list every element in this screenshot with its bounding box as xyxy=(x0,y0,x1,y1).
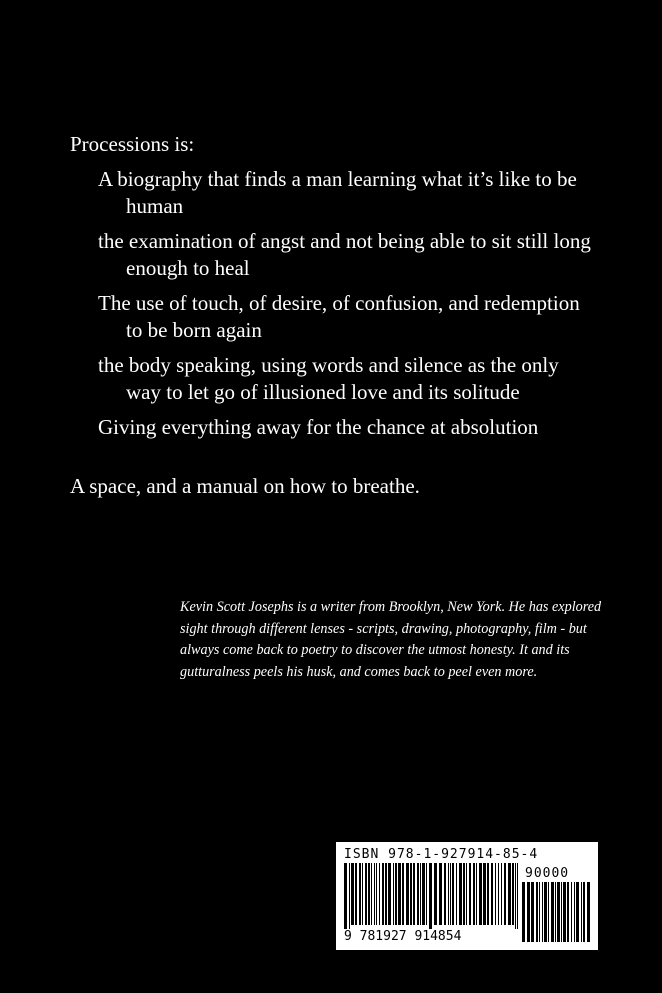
barcode-bar xyxy=(410,863,412,925)
intro-line: Processions is: xyxy=(70,132,195,156)
barcode-bar xyxy=(395,863,397,925)
barcode-bar xyxy=(504,863,506,925)
addon-barcode-bars xyxy=(522,882,590,942)
barcode-bar xyxy=(379,863,380,925)
barcode-bar xyxy=(495,863,496,925)
barcode-bar xyxy=(362,863,363,925)
list-item: Giving everything away for the chance at absolution xyxy=(98,415,539,439)
list-item: The use of touch, of desire, of confusion, and redemption to be born again xyxy=(98,291,580,342)
barcode-bar xyxy=(359,863,361,925)
barcode-bar xyxy=(576,882,579,942)
barcode-bar xyxy=(527,882,530,942)
barcode-bar xyxy=(448,863,449,925)
list-item: A biography that finds a man learning what it’s like to be human xyxy=(98,167,577,218)
isbn-label: ISBN 978-1-927914-85-4 xyxy=(344,847,539,862)
barcode-bar xyxy=(402,863,404,925)
barcode-bar xyxy=(351,863,354,925)
barcode-bar xyxy=(439,863,442,925)
description-list xyxy=(98,166,598,449)
barcode-bar xyxy=(393,863,394,925)
barcode-bar xyxy=(382,863,384,925)
barcode-bar xyxy=(551,882,554,942)
barcode-bar xyxy=(450,863,451,925)
barcode-bar xyxy=(459,863,462,925)
author-bio: Kevin Scott Josephs is a writer from Brooklyn, New York. He has explored sight through different lenses - scripts, drawing, photography, film - but always come back to poetry to discover the utmost honesty. It and its gutturalness peels his husk, and comes back to peel even more. xyxy=(180,599,602,680)
closing-line: A space, and a manual on how to breathe. xyxy=(70,474,420,498)
barcode-bar xyxy=(365,863,367,925)
barcode-bar xyxy=(542,882,543,942)
list-item: the examination of angst and not being able to sit still long enough to heal xyxy=(98,229,591,280)
barcode-bar xyxy=(548,882,549,942)
barcode-bar xyxy=(466,863,467,925)
barcode-bar xyxy=(371,863,372,925)
barcode-bar xyxy=(398,863,401,925)
barcode-bar xyxy=(349,863,350,929)
barcode-bar xyxy=(574,882,575,942)
barcode-bar xyxy=(376,863,377,925)
barcode-bar xyxy=(583,882,585,942)
barcode-bar xyxy=(531,882,534,942)
barcode-bar xyxy=(522,882,525,942)
barcode-bar xyxy=(515,863,516,929)
barcode-bar xyxy=(422,863,425,925)
isbn-barcode xyxy=(336,842,598,950)
barcode-bar xyxy=(417,863,419,925)
barcode-bar xyxy=(498,863,499,925)
barcode-bar xyxy=(544,882,547,942)
price-code: 90000 xyxy=(525,866,570,881)
barcode-bar xyxy=(508,863,511,925)
barcode-bar xyxy=(406,863,409,925)
barcode-bar xyxy=(483,863,486,925)
barcode-bar xyxy=(512,863,514,925)
barcode-bar xyxy=(420,863,421,925)
barcode-bar xyxy=(567,882,569,942)
barcode-bar xyxy=(539,882,540,942)
barcode-bar xyxy=(434,863,437,925)
barcode-bar xyxy=(581,882,582,942)
barcode-bar xyxy=(355,863,357,925)
barcode-bar xyxy=(476,863,477,925)
barcode-bar xyxy=(368,863,370,925)
barcode-bar xyxy=(469,863,471,925)
barcode-bar xyxy=(385,863,387,925)
barcode-bar xyxy=(517,863,518,929)
barcode-bar xyxy=(561,882,562,942)
barcode-bar xyxy=(452,863,454,925)
barcode-bar xyxy=(374,863,375,925)
barcode-bar xyxy=(463,863,465,925)
barcode-bar xyxy=(491,863,493,925)
barcode-bar xyxy=(344,863,347,929)
list-item: the body speaking, using words and silence as the only way to let go of illusioned love and its solitude xyxy=(98,353,559,404)
barcode-bar xyxy=(444,863,446,925)
barcode-bar xyxy=(555,882,556,942)
barcode-bar xyxy=(501,863,502,925)
barcode-bar xyxy=(563,882,566,942)
ean-barcode-bars xyxy=(344,863,518,929)
barcode-bar xyxy=(536,882,538,942)
barcode-bar xyxy=(413,863,415,925)
barcode-bar xyxy=(456,863,457,925)
barcode-bar xyxy=(571,882,572,942)
barcode-bar xyxy=(388,863,391,925)
barcode-bar xyxy=(487,863,489,925)
ean-digits: 9 781927 914854 xyxy=(344,929,462,944)
barcode-bar xyxy=(426,863,427,925)
barcode-bar xyxy=(557,882,560,942)
barcode-bar xyxy=(473,863,475,925)
barcode-bar xyxy=(587,882,590,942)
barcode-bar xyxy=(429,863,432,929)
barcode-bar xyxy=(479,863,482,925)
